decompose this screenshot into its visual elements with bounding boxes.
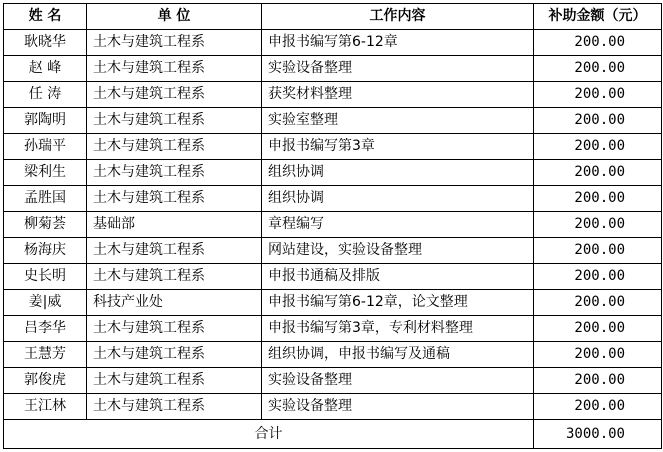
- table-row: [4, 394, 662, 420]
- table-row: [4, 368, 662, 394]
- table-row: [4, 342, 662, 368]
- cell-amount: 200.00: [534, 212, 662, 238]
- cell-amount: 200.00: [534, 82, 662, 108]
- cell-name: 姜|威: [4, 290, 87, 316]
- table-row: [4, 238, 662, 264]
- subsidy-table: [3, 3, 662, 449]
- cell-work: 组织协调: [262, 186, 534, 212]
- cell-unit: 科技产业处: [87, 290, 262, 316]
- table-row: [4, 82, 662, 108]
- cell-work: 申报书编写第3章: [262, 134, 534, 160]
- total-amount: 3000.00: [534, 420, 662, 449]
- cell-work: 申报书编写第6-12章，论文整理: [262, 290, 534, 316]
- cell-amount: 200.00: [534, 56, 662, 82]
- cell-amount: 200.00: [534, 30, 662, 56]
- cell-name: 梁利生: [4, 160, 87, 186]
- cell-name: 孙瑞平: [4, 134, 87, 160]
- total-label: 合计: [4, 420, 534, 449]
- header-work: 工作内容: [262, 4, 534, 30]
- header-row: [4, 4, 662, 30]
- cell-amount: 200.00: [534, 368, 662, 394]
- cell-amount: 200.00: [534, 134, 662, 160]
- cell-name: 郭陶明: [4, 108, 87, 134]
- cell-unit: 土木与建筑工程系: [87, 82, 262, 108]
- cell-amount: 200.00: [534, 316, 662, 342]
- cell-name: 孟胜国: [4, 186, 87, 212]
- cell-name: 王慧芳: [4, 342, 87, 368]
- table-row: [4, 56, 662, 82]
- cell-work: 章程编写: [262, 212, 534, 238]
- cell-name: 郭俊虎: [4, 368, 87, 394]
- header-unit: 单 位: [87, 4, 262, 30]
- cell-unit: 土木与建筑工程系: [87, 264, 262, 290]
- cell-work: 组织协调，申报书编写及通稿: [262, 342, 534, 368]
- cell-work: 网站建设，实验设备整理: [262, 238, 534, 264]
- cell-unit: 土木与建筑工程系: [87, 238, 262, 264]
- cell-name: 任 涛: [4, 82, 87, 108]
- table-row: [4, 290, 662, 316]
- cell-name: 杨海庆: [4, 238, 87, 264]
- cell-work: 申报书编写第3章，专利材料整理: [262, 316, 534, 342]
- cell-unit: 土木与建筑工程系: [87, 316, 262, 342]
- cell-amount: 200.00: [534, 264, 662, 290]
- cell-amount: 200.00: [534, 394, 662, 420]
- header-name: 姓 名: [4, 4, 87, 30]
- cell-amount: 200.00: [534, 186, 662, 212]
- table-row: [4, 186, 662, 212]
- cell-unit: 基础部: [87, 212, 262, 238]
- table-row: [4, 108, 662, 134]
- cell-work: 获奖材料整理: [262, 82, 534, 108]
- table-body: [4, 30, 662, 420]
- cell-amount: 200.00: [534, 108, 662, 134]
- cell-unit: 土木与建筑工程系: [87, 108, 262, 134]
- cell-unit: 土木与建筑工程系: [87, 30, 262, 56]
- cell-name: 吕李华: [4, 316, 87, 342]
- cell-work: 申报书编写第6-12章: [262, 30, 534, 56]
- table-row: [4, 134, 662, 160]
- cell-work: 组织协调: [262, 160, 534, 186]
- total-row: [4, 420, 662, 449]
- cell-name: 史长明: [4, 264, 87, 290]
- cell-name: 耿晓华: [4, 30, 87, 56]
- cell-unit: 土木与建筑工程系: [87, 160, 262, 186]
- cell-unit: 土木与建筑工程系: [87, 56, 262, 82]
- cell-amount: 200.00: [534, 160, 662, 186]
- header-amount: 补助金额（元）: [534, 4, 662, 30]
- cell-name: 王江林: [4, 394, 87, 420]
- cell-amount: 200.00: [534, 290, 662, 316]
- cell-amount: 200.00: [534, 238, 662, 264]
- cell-unit: 土木与建筑工程系: [87, 368, 262, 394]
- table-row: [4, 316, 662, 342]
- cell-work: 实验室整理: [262, 108, 534, 134]
- table-row: [4, 212, 662, 238]
- table-row: [4, 160, 662, 186]
- cell-unit: 土木与建筑工程系: [87, 134, 262, 160]
- cell-unit: 土木与建筑工程系: [87, 342, 262, 368]
- table-row: [4, 264, 662, 290]
- cell-unit: 土木与建筑工程系: [87, 186, 262, 212]
- cell-work: 实验设备整理: [262, 368, 534, 394]
- cell-work: 申报书通稿及排版: [262, 264, 534, 290]
- cell-work: 实验设备整理: [262, 56, 534, 82]
- cell-unit: 土木与建筑工程系: [87, 394, 262, 420]
- cell-work: 实验设备整理: [262, 394, 534, 420]
- cell-name: 柳菊荟: [4, 212, 87, 238]
- cell-amount: 200.00: [534, 342, 662, 368]
- cell-name: 赵 峰: [4, 56, 87, 82]
- table-row: [4, 30, 662, 56]
